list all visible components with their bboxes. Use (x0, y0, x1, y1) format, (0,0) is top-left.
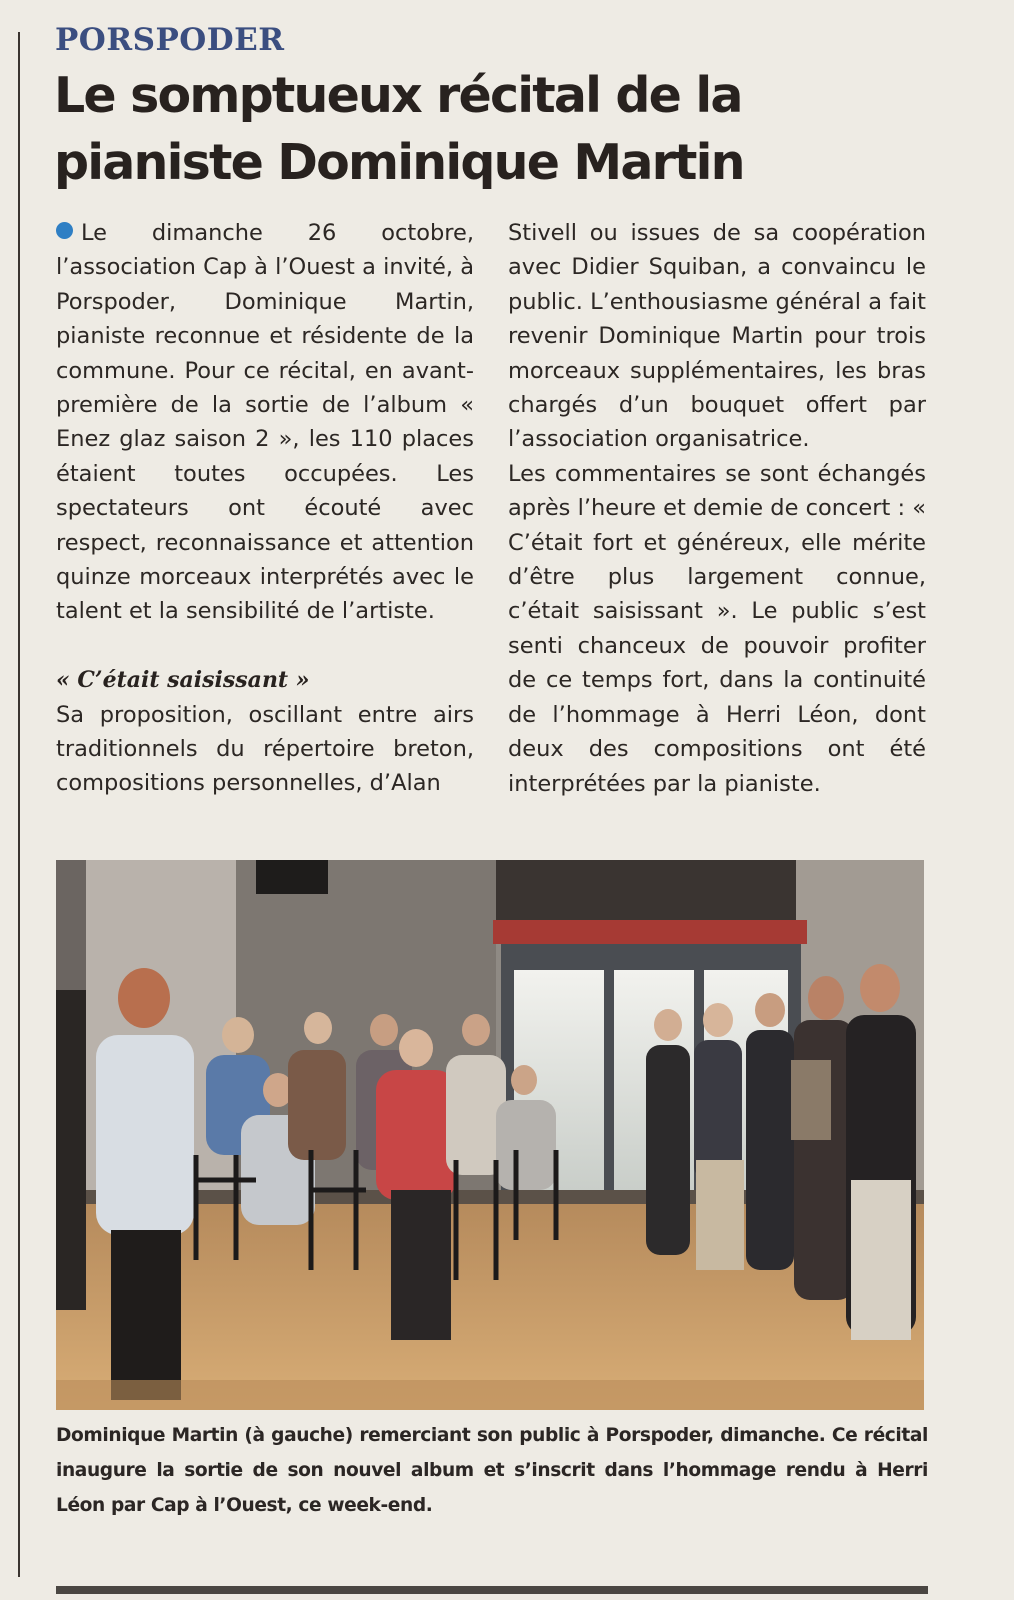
column-rule (18, 32, 20, 1577)
paragraph-proposition: Sa proposition, oscillant entre airs traditionnels du répertoire breton, compositions personnelles, d’Alan (56, 701, 474, 797)
kicker-location: PORSPODER (55, 22, 285, 58)
article-column-left (56, 216, 474, 801)
concert-photo (56, 860, 924, 1410)
subhead: « C’était saisissant » (56, 667, 310, 694)
paragraph-intro-text: Le dimanche 26 octobre, l’association Cap à l’Ouest a invité, à Porspoder, Dominique Martin, pianiste reconnue et résidente de la commune. Pour ce récital, en avant-première de la sortie de l’album « Enez glaz saison 2 », les 110 places étaient toutes occupées. Les spectateurs ont écouté avec respect, reconnaissance et attention quinze morceaux interprétés avec le talent et la sensibilité de l’artiste. (56, 220, 474, 625)
paragraph-comments: Les commentaires se sont échangés après l’heure et demie de concert : « C’était fort et généreux, elle mérite d’être plus largement connue, c’était saisissant ». Le public s’est senti chanceux de pouvoir profiter de ce temps fort, dans la continuité de l’hommage à Herri Léon, dont deux des compositions ont été interprétées par la pianiste. (508, 460, 926, 797)
article-column-right (508, 216, 926, 801)
paragraph-continued: Stivell ou issues de sa coopération avec Didier Squiban, a convaincu le public. L’enthousiasme général a fait revenir Dominique Martin pour trois morceaux supplémentaires, les bras chargés d’un bouquet offert par l’association organisatrice. (508, 220, 926, 453)
bullet-icon (56, 222, 73, 239)
photo-caption: Dominique Martin (à gauche) remerciant son public à Porspoder, dimanche. Ce récital inaugure la sortie de son nouvel album et s’inscrit dans l’hommage rendu à Herri Léon par Cap à l’Ouest, ce week-end. (56, 1425, 928, 1516)
headline: Le somptueux récital de la pianiste Dominique Martin (54, 67, 744, 191)
paragraph-intro (56, 216, 474, 629)
bottom-rule (56, 1586, 928, 1594)
